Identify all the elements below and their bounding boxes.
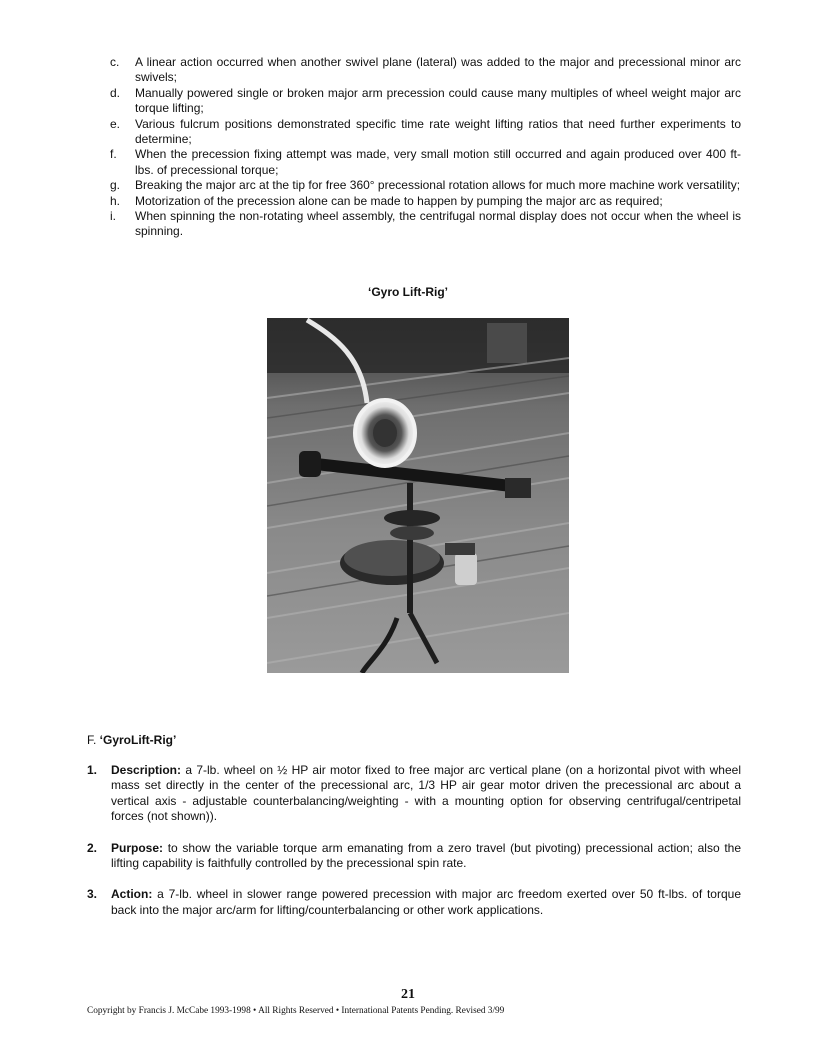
section-heading [87,733,176,747]
list-text: A linear action occurred when another swivel plane (lateral) was added to the major and precessional minor arc swivels; [135,55,741,85]
section-prefix: F. [87,733,100,747]
list-letter: i. [110,209,116,224]
item-label: Purpose: [111,840,164,855]
item-number: 3. [87,887,98,902]
list-letter: h. [110,193,121,208]
numbered-item [87,887,741,918]
list-letter: e. [110,116,121,131]
list-item [110,209,741,240]
list-letter: d. [110,85,121,100]
item-label: Action: [111,887,153,902]
observation-list [110,55,741,240]
item-number: 1. [87,763,98,777]
list-text: Breaking the major arc at the tip for free 360° precessional rotation allows for much more machine work versatility; [135,178,741,193]
list-item [110,86,741,117]
item-text: to show the variable torque arm emanating from a zero travel (but pivoting) precessional action; also the lifting capability is faithfully controlled by the precessional spin rate. [111,840,741,871]
gyro-lift-rig-photo [267,318,569,673]
list-item [110,194,741,209]
figure-caption: ‘Gyro Lift-Rig’ [368,285,448,299]
list-item [110,117,741,148]
list-text: Manually powered single or broken major arm precession could cause many multiples of wheel weight major arc torque lifting; [135,85,741,116]
list-item [110,55,741,86]
item-text: a 7-lb. wheel on ½ HP air motor fixed to free major arc vertical plane (on a horizontal pivot with wheel mass set directly in the center of the precessional arc, 1/3 HP air gear motor driven the precessional arc about a vertical axis - adjustable counterbalancing/weighting - with a mounting option for observing centrifugal/centripetal forces (not shown)). [111,763,741,824]
numbered-item [87,841,741,872]
list-text: When spinning the non-rotating wheel assembly, the centrifugal normal display does not occur when the wheel is spinning. [135,209,741,239]
list-text: Motorization of the precession alone can be made to happen by pumping the major arc as required; [135,193,663,208]
list-text: When the precession fixing attempt was made, very small motion still occurred and again produced over 400 ft-lbs. of precessional torque; [135,147,741,177]
list-letter: f. [110,147,117,162]
copyright-footer: Copyright by Francis J. McCabe 1993-1998 • All Rights Reserved • International Patents Pending. Revised 3/99 [87,1006,505,1016]
list-item [110,178,741,193]
item-text: a 7-lb. wheel in slower range powered precession with major arc freedom exerted over 50 ft-lbs. of torque back into the major arc/arm for lifting/counterbalancing or other work applications. [111,887,741,917]
item-label: Description: [111,763,182,777]
section-title: ‘GyroLift-Rig’ [99,733,177,747]
numbered-items [87,763,741,934]
numbered-item [87,763,741,825]
list-letter: c. [110,55,120,69]
list-letter: g. [110,178,121,193]
list-item [110,147,741,178]
list-text: Various fulcrum positions demonstrated specific time rate weight lifting ratios that need further experiments to determine; [135,116,741,147]
item-number: 2. [87,840,98,855]
page-number: 21 [401,987,415,1002]
